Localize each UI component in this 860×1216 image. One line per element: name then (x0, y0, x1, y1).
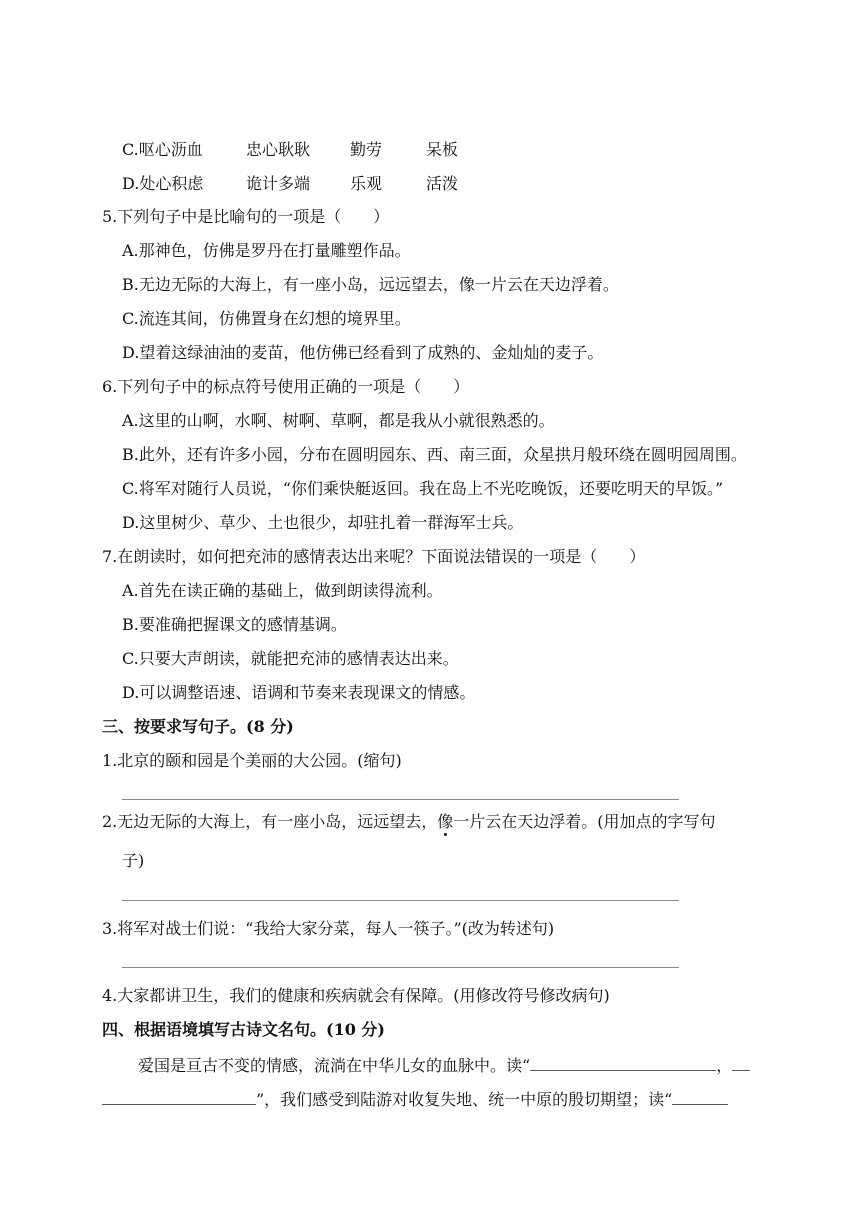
section3-q2 (102, 811, 716, 833)
q4-d-word3: 乐观 (350, 174, 383, 193)
q6-option-d: D.这里树少、草少、土也很少，却驻扎着一群海军士兵。 (122, 513, 524, 532)
q4-c-word3: 勤劳 (350, 140, 383, 159)
q5-option-a: A.那神色，仿佛是罗丹在打量雕塑作品。 (122, 241, 411, 260)
q5-option-c: C.流连其间，仿佛置身在幻想的境界里。 (122, 309, 411, 328)
q4-option-d (122, 173, 458, 195)
fill-blank-3[interactable] (672, 1088, 728, 1105)
q2-text-before: 2.无边无际的大海上，有一座小岛，远远望去， (102, 812, 438, 831)
q6-stem: 6.下列句子中的标点符号使用正确的一项是（ ） (102, 377, 470, 396)
section4-heading: 四、根据语境填写古诗文名句。(10 分) (102, 1020, 385, 1039)
q7-option-b: B.要准确把握课文的感情基调。 (122, 615, 347, 634)
fill-blank-1[interactable] (530, 1054, 716, 1071)
section4-separator: ， (716, 1056, 733, 1075)
q6-option-a: A.这里的山啊，水啊、树啊、草啊，都是我从小就很熟悉的。 (122, 411, 555, 430)
q4-c-word2: 忠心耿耿 (246, 140, 311, 159)
q4-c-label: C.呕心沥血 (122, 140, 203, 159)
section3-q2-wrap: 子) (122, 851, 145, 870)
section3-q1: 1.北京的颐和园是个美丽的大公园。(缩句) (102, 751, 402, 770)
section3-heading: 三、按要求写句子。(8 分) (102, 717, 294, 736)
q7-option-c: C.只要大声朗读，就能把充沛的感情表达出来。 (122, 649, 459, 668)
q7-option-a: A.首先在读正确的基础上，做到朗读得流利。 (122, 581, 443, 600)
fill-blank-2-end[interactable] (102, 1088, 256, 1105)
q4-d-word2: 诡计多端 (246, 174, 311, 193)
answer-line-q3[interactable] (122, 967, 679, 968)
answer-line-q1[interactable] (122, 799, 679, 800)
q5-option-b: B.无边无际的大海上，有一座小岛，远远望去，像一片云在天边浮着。 (122, 275, 619, 294)
q5-stem: 5.下列句子中是比喻句的一项是（ ） (102, 207, 390, 226)
q4-option-c (122, 139, 458, 161)
q4-d-label: D.处心积虑 (122, 174, 204, 193)
q7-option-d: D.可以调整语速、语调和节奏来表现课文的情感。 (122, 683, 476, 702)
fill-blank-2-start[interactable] (732, 1054, 750, 1071)
section3-q3: 3.将军对战士们说：“我给大家分菜，每人一筷子。”(改为转述句) (102, 919, 555, 938)
section4-text-start: 爱国是亘古不变的情感，流淌在中华儿女的血脉中。读“ (138, 1056, 531, 1075)
answer-line-q2[interactable] (122, 900, 679, 901)
q2-text-after: 一片云在天边浮着。(用加点的字写句 (453, 812, 716, 831)
q7-stem: 7.在朗读时，如何把充沛的感情表达出来呢？下面说法错误的一项是（ ） (102, 547, 646, 566)
q4-d-word4: 活泼 (426, 174, 459, 193)
q6-option-c: C.将军对随行人员说，“你们乘快艇返回。我在岛上不光吃晚饭，还要吃明天的早饭。” (122, 479, 724, 498)
q2-dotted-char: 像 (437, 812, 454, 831)
q5-option-d: D.望着这绿油油的麦苗，他仿佛已经看到了成熟的、金灿灿的麦子。 (122, 343, 604, 362)
q4-c-word4: 呆板 (426, 140, 459, 159)
section4-text-mid: ”，我们感受到陆游对收复失地、统一中原的殷切期望；读“ (256, 1090, 673, 1109)
q6-option-b: B.此外，还有许多小园，分布在圆明园东、西、南三面，众星拱月般环绕在圆明园周围。 (122, 445, 747, 464)
section4-paragraph-line2 (102, 1088, 728, 1111)
section3-q4: 4.大家都讲卫生，我们的健康和疾病就会有保障。(用修改符号修改病句) (102, 986, 610, 1005)
section4-paragraph-line1 (138, 1054, 750, 1077)
